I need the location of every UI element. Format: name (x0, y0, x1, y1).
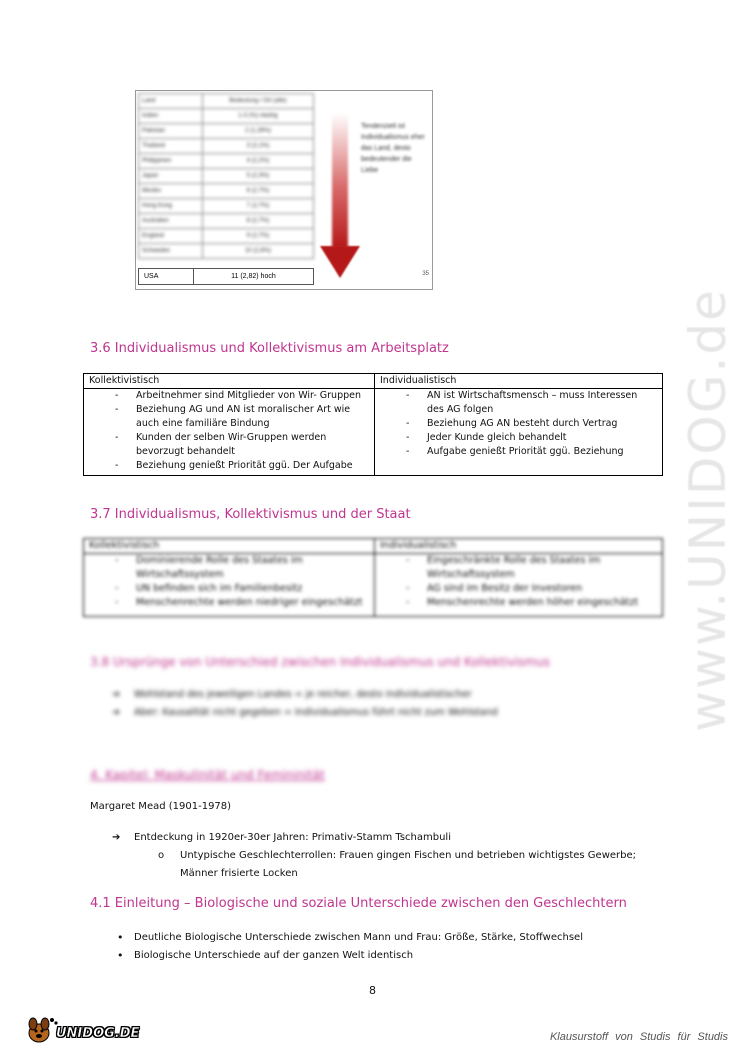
figure-country: Pakistan (139, 124, 203, 139)
down-arrow-icon (320, 246, 360, 278)
section-4-1-heading: 4.1 Einleitung – Biologische und soziale Unterschiede zwischen den Geschlechtern (90, 896, 627, 911)
list-item: - UN befinden sich im Familienbesitz (89, 582, 369, 596)
list-item: - AG sind im Besitz der Investoren (380, 582, 657, 596)
state-comparison-table (83, 538, 663, 617)
logo-text: UNIDOG.DE (56, 1026, 140, 1041)
table-row (139, 154, 314, 169)
page-number: 8 (369, 984, 376, 997)
sub-list-item (180, 847, 660, 883)
figure-value: 1-3 (%) niedrig (202, 109, 313, 124)
figure-value: 9 (2,7%) (202, 229, 313, 244)
down-arrow-shaft (332, 113, 348, 248)
figure-country: Mexiko (139, 184, 203, 199)
table-header-row (84, 374, 663, 389)
figure-page-ref: 35 (422, 271, 429, 277)
list-item: - Jeder Kunde gleich behandelt (380, 431, 657, 445)
table-row (139, 169, 314, 184)
figure-value: 5 (2,3%) (202, 169, 313, 184)
person-name: Margaret Mead (1901-1978) (90, 801, 232, 812)
collectivist-cell (84, 554, 375, 617)
table-row (139, 199, 314, 214)
figure-value: 10 (2,8%) (202, 244, 313, 259)
figure-country: Philippinen (139, 154, 203, 169)
section-4-1-list (117, 929, 583, 965)
list-item: - Beziehung AG und AN ist moralischer Art wie auch eine familiäre Bindung (89, 403, 369, 431)
list-item-text: Wohlstand des jeweiligen Landes = je reicher, desto individualistischer (134, 689, 472, 700)
figure-value: 6 (2,7%) (202, 184, 313, 199)
individualist-cell (375, 554, 663, 617)
table-row (139, 229, 314, 244)
figure-country: Indien (139, 109, 203, 124)
table-row (84, 554, 663, 617)
section-3-8-heading: 3.8 Ursprünge von Unterschied zwischen Individualismus und Kollektivismus (90, 655, 550, 669)
list-item: - Arbeitnehmer sind Mitglieder von Wir- Gruppen (89, 389, 369, 403)
figure-table-header (139, 94, 314, 109)
table-row (139, 124, 314, 139)
table-header-row (84, 539, 663, 554)
arrow-right-icon: ➔ (112, 707, 120, 718)
list-item-text: Entdeckung in 1920er-30er Jahren: Primativ-Stamm Tschambuli (134, 832, 451, 843)
figure-country: Australien (139, 214, 203, 229)
table-row (84, 389, 663, 476)
sub-item-line: Männer frisierte Locken (180, 868, 298, 879)
col-header-individualist: Individualistisch (375, 539, 663, 554)
figure-usa-row (138, 268, 314, 285)
section-3-8-list (112, 686, 498, 722)
figure-value: 7 (2,7%) (202, 199, 313, 214)
list-item (112, 704, 498, 722)
list-item-text: Aber: Kausalität nicht gegeben = Individualismus führt nicht zum Wohlstand (134, 707, 498, 718)
list-item (112, 686, 498, 704)
figure-header-value: Bedeutung / Ort (alle) (202, 94, 313, 109)
list-item: - Menschenrechte werden niedriger eingeschätzt (89, 596, 369, 610)
figure-value: 2 (1,28%) (202, 124, 313, 139)
list-item: • Deutliche Biologische Unterschiede zwischen Mann und Frau: Größe, Stärke, Stoffwechsel (117, 929, 583, 947)
figure-value: 4 (2,2%) (202, 154, 313, 169)
figure-header-country: Land (139, 94, 203, 109)
list-item: - Beziehung AG AN besteht durch Vertrag (380, 417, 657, 431)
figure-country: Hong Kong (139, 199, 203, 214)
list-item: - Dominierende Rolle des Staates im Wirtschaftssystem (89, 554, 369, 582)
col-header-individualist: Individualistisch (375, 374, 663, 389)
section-3-7-heading: 3.7 Individualismus, Kollektivismus und der Staat (90, 507, 411, 522)
figure-country: USA (139, 269, 194, 285)
arrow-right-icon: ➔ (112, 832, 121, 843)
table-row (139, 214, 314, 229)
sub-item-line: Untypische Geschlechterrollen: Frauen gingen Fischen und betrieben wichtigstes Gewerbe; (180, 850, 637, 861)
list-item: - AN ist Wirtschaftsmensch – muss Interessen des AG folgen (380, 389, 657, 417)
figure-country: Schweden (139, 244, 203, 259)
figure-country: England (139, 229, 203, 244)
section-3-6-heading: 3.6 Individualismus und Kollektivismus am Arbeitsplatz (90, 341, 449, 356)
workplace-comparison-table (83, 373, 663, 476)
list-item: - Beziehung genießt Priorität ggü. Der Aufgabe (89, 459, 369, 473)
figure-value: 11 (2,82) hoch (193, 269, 313, 285)
list-item: - Menschenrechte werden höher eingeschätzt (380, 596, 657, 610)
list-item (112, 829, 451, 847)
col-header-collectivist: Kollektivistisch (84, 374, 375, 389)
list-item: - Aufgabe genießt Priorität ggü. Beziehung (380, 445, 657, 459)
sub-bullet-icon: o (158, 850, 165, 861)
list-item: • Biologische Unterschiede auf der ganzen Welt identisch (117, 947, 583, 965)
table-row (139, 109, 314, 124)
watermark (628, 280, 750, 740)
list-item: - Kunden der selben Wir-Gruppen werden bevorzugt behandelt (89, 431, 369, 459)
figure-value: 3 (2,1%) (202, 139, 313, 154)
list-item: - Eingeschränkte Rolle des Staates im Wirtschaftssystem (380, 554, 657, 582)
arrow-right-icon: ➔ (112, 689, 120, 700)
figure-country: Thailand (139, 139, 203, 154)
figure-table (138, 93, 314, 259)
table-row (139, 139, 314, 154)
individualist-cell (375, 389, 663, 476)
watermark-text: www.UNIDOG.de (679, 288, 738, 732)
chapter-4-heading: 4. Kapitel: Maskulinität und Femininität (90, 768, 325, 782)
table-row (139, 184, 314, 199)
table-row (139, 269, 314, 285)
table-row (139, 244, 314, 259)
footer-tagline: Klausurstoff von Studis für Studis (549, 1031, 728, 1043)
figure-value: 8 (2,7%) (202, 214, 313, 229)
figure-caption: Tendenziell ist Individualismus eher das Land, desto bedeutender die Liebe (361, 123, 425, 174)
figure-country: Japan (139, 169, 203, 184)
col-header-collectivist: Kollektivistisch (84, 539, 375, 554)
collectivist-cell (84, 389, 375, 476)
ranking-figure (135, 90, 433, 290)
chapter-4-list (112, 829, 451, 847)
